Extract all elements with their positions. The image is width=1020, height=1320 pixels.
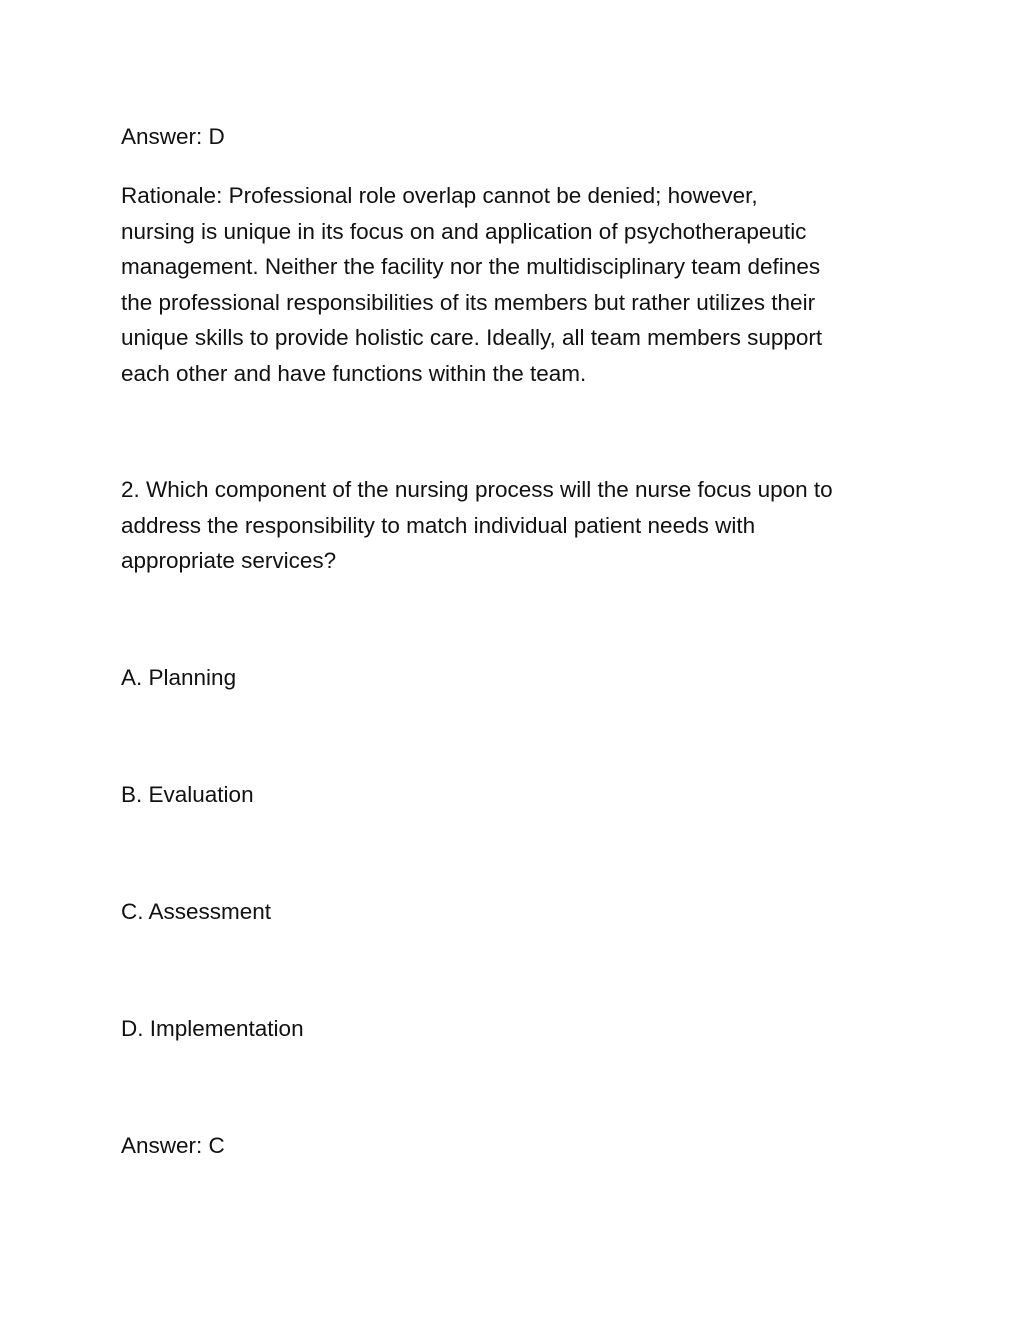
option-d: D. Implementation	[121, 1016, 304, 1041]
question-line: appropriate services?	[121, 548, 337, 573]
rationale-paragraph	[121, 178, 921, 391]
rationale-line: the professional responsibilities of its members but rather utilizes their	[121, 289, 816, 315]
question-stem	[121, 472, 921, 579]
question-line: 2. Which component of the nursing process will the nurse focus upon to	[121, 477, 833, 502]
option-c: C. Assessment	[121, 899, 272, 924]
rationale-line: management. Neither the facility nor the multidisciplinary team defines	[121, 254, 821, 279]
previous-answer: Answer: D	[121, 124, 225, 149]
option-b: B. Evaluation	[121, 782, 254, 807]
question-line: address the responsibility to match individual patient needs with	[121, 512, 756, 538]
answer: Answer: C	[121, 1133, 225, 1158]
rationale-line: Rationale: Professional role overlap cannot be denied; however,	[121, 183, 758, 208]
rationale-line: nursing is unique in its focus on and application of psychotherapeutic	[121, 218, 807, 244]
option-a: A. Planning	[121, 665, 237, 690]
rationale-line: each other and have functions within the team.	[121, 360, 587, 386]
rationale-line: unique skills to provide holistic care. Ideally, all team members support	[121, 325, 823, 350]
